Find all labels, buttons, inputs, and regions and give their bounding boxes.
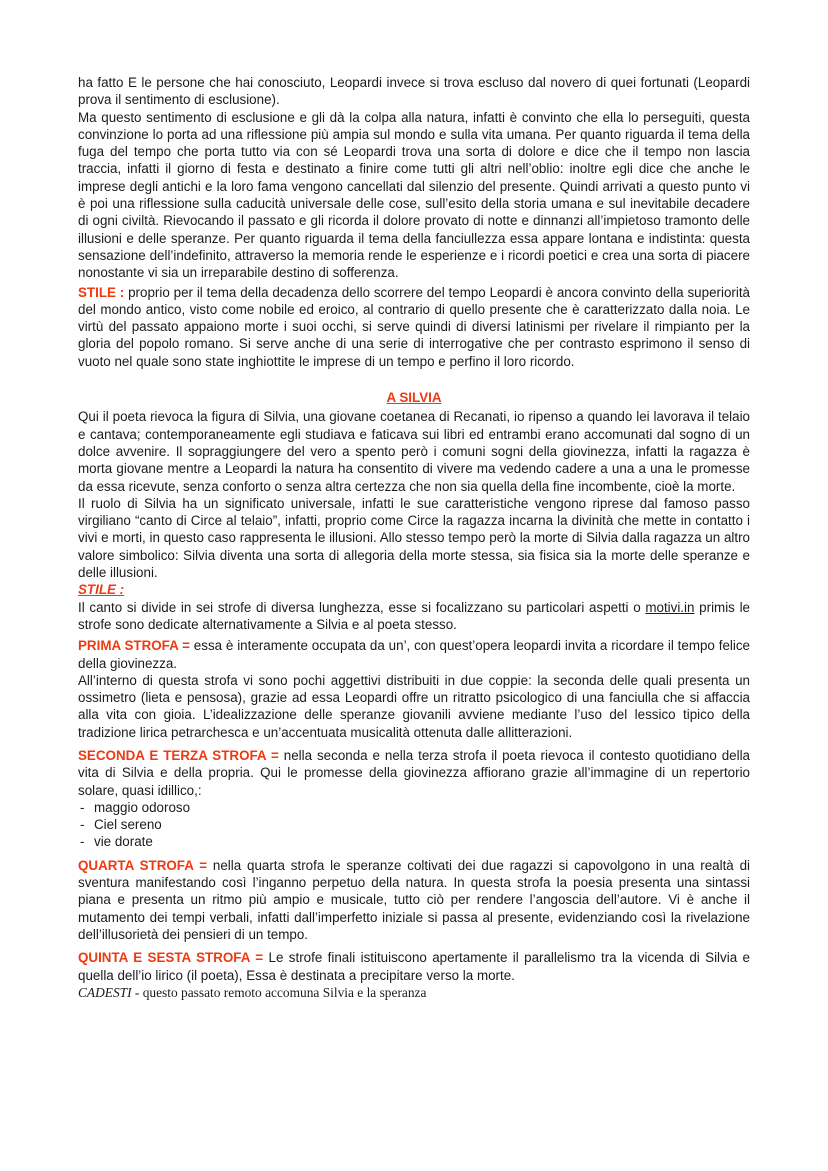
text-run: CADESTI - — [78, 984, 143, 1000]
dash-bullet: - — [80, 817, 85, 833]
heading-run: STILE : — [78, 284, 129, 300]
list-item — [78, 816, 750, 833]
heading-run: STILE : — [78, 582, 125, 598]
dash-bullet: - — [80, 799, 85, 815]
paragraph-esclusione — [78, 74, 754, 109]
heading-run: QUINTA E SESTA STROFA = — [78, 950, 269, 966]
heading-stile-2 — [78, 581, 750, 598]
heading-run: QUARTA STROFA = — [78, 857, 213, 873]
text-run: ha fatto E le persone che hai conosciuto, Leopardi invece si trova escluso dal novero di quei fortunati (Leopardi prova il sentimento di esclusione). — [78, 75, 754, 108]
list-item-text: maggio odoroso — [94, 799, 191, 815]
list-item-text: vie dorate — [94, 834, 153, 850]
paragraph-cadesti — [78, 984, 750, 1001]
elenco-immagini-solari — [78, 799, 750, 851]
text-run: motivi.in — [645, 599, 695, 615]
paragraph-stile-1 — [78, 284, 754, 370]
paragraph-temi — [78, 109, 754, 282]
text-run: essa è interamente occupata da un’, con quest’opera leopardi invita a ricordare il tempo felice della giovinezza. — [78, 638, 754, 671]
paragraph-silvia-ruolo — [78, 495, 754, 581]
text-run: Il ruolo di Silvia ha un significato universale, infatti le sue caratteristiche vengono riprese dal famoso passo virgiliano “canto di Circe al telaio”, infatti, proprio come Circe la ragazza incarna la divinità che mette in contatto i vivi e morti, in questo caso rappresenta le illusioni. Allo stesso tempo però la morte di Silvia dalla ragazza un altro valore simbolico: Silvia diventa una sorta di allegoria della morte stessa, sia fisica sia la morte delle speranze e delle illusioni. — [78, 495, 754, 581]
paragraph-silvia-intro — [78, 408, 754, 494]
text-run: Ma questo sentimento di esclusione e gli dà la colpa alla natura, infatti è convinto che ella lo perseguiti, questa convinzione lo porta ad una riflessione più ampia sul mondo e sulla vita umana. Per quanto riguarda il tema della fuga del tempo che porta tutto via con sé Leopardi trova una sorta di dolore e dice che il tempo non lascia traccia, infatti il giorno di festa e destinato a finire come tutti gli altri nell’oblio: inoltre egli dice che anche le imprese degli antichi e la loro fama vengono cancellati dal silenzio del presente. Quindi arrivati a questo punto vi è poi una riflessione sulla caducità universale delle cose, sull’esito della storia umana e sul inevitabile decadere di ogni civiltà. Rievocando il passato e gli ricorda il dolore provato di notte e dinnanzi all’impietoso tramonto delle illusioni e delle speranze. Per quanto riguarda il tema della fanciullezza essa appare lontana e indistinta: questa sensazione dell’indefinito, attraverso la memoria rende le esperienze e i ricordi poetici e crea una sorta di piacere nonostante vi sia un irreparabile destino di sofferenza. — [78, 109, 754, 281]
paragraph-strofe-intro — [78, 599, 754, 634]
section-title-a-silvia — [78, 389, 750, 406]
text-run: nella seconda e nella terza strofa il poeta rievoca il contesto quotidiano della vita di Silvia e della propria. Qui le promesse della giovinezza affiorano grazie all’immagine di un repertorio solare, quasi idillico,: — [78, 747, 754, 798]
paragraph-prima-strofa — [78, 637, 754, 672]
paragraph-prima-strofa-dettagli — [78, 672, 754, 741]
text-run: Qui il poeta rievoca la figura di Silvia, una giovane coetanea di Recanati, io ripenso a quando lei lavorava il telaio e cantava; contemporaneamente egli studiava e faticava sui libri ed entrambi erano accomunati dal sogno di un dolce avvenire. Il sopraggiungere del vero a spento però i comuni sogni della giovinezza, infatti la ragazza è morta giovane mentre a Leopardi la natura ha consentito di vivere ma vedendo cadere a una a una le promesse da essa ricevute, senza conforto o senza altra certezza che non sia quella della fine incombente, cioè la morte. — [78, 409, 754, 494]
paragraph-quarta-strofa — [78, 857, 754, 943]
text-run: primis le strofe sono dedicate alternativamente a Silvia e al poeta stesso. — [78, 599, 754, 632]
text-run: proprio per il tema della decadenza dello scorrere del tempo Leopardi è ancora convinto della superiorità del mondo antico, visto come nobile ed eroico, al contrario di quello presente che è caratterizzato dalla noia. Le virtù del passato appaiono morte i suoi occhi, si serve quindi di diversi latinismi per rivelare il rimpianto per la gloria del popolo romano. Si serve anche di una serie di interrogative che per contrasto esprimono il senso di vuoto nel quale sono state inghiottite le imprese di un tempo e perfino il loro ricordo. — [78, 284, 754, 369]
text-run: nella quarta strofa le speranze coltivati dei due ragazzi si capovolgono in una realtà di sventura manifestando così l’inganno perpetuo della natura. In questa strofa la poesia presenta una sintassi piana e presenta un ritmo più ampio e musicale, tutto ciò per rendere l’angoscia dell’autore. Vi è anche il mutamento dei tempi verbali, infatti dall’imperfetto iniziale si passa al presente, evidenziando così la rivelazione dell’illusorietà dei pensieri di un tempo. — [78, 857, 754, 942]
text-run: questo passato remoto accomuna Silvia e la speranza — [142, 984, 427, 1000]
paragraph-seconda-terza-strofa — [78, 747, 754, 799]
text-run: Le strofe finali istituiscono apertamente il parallelismo tra la vicenda di Silvia e quella dell’io lirico (il poeta), Essa è destinata a precipitare verso la morte. — [78, 950, 754, 983]
heading-run: A SILVIA — [386, 390, 442, 406]
paragraph-quinta-sesta-strofa — [78, 949, 754, 984]
list-item — [78, 799, 750, 816]
list-item-text: Ciel sereno — [94, 817, 162, 833]
text-run: Il canto si divide in sei strofe di diversa lunghezza, esse si focalizzano su particolari aspetti o — [78, 599, 646, 615]
heading-run: SECONDA E TERZA STROFA = — [78, 747, 284, 763]
text-run: All’interno di questa strofa vi sono pochi aggettivi distribuiti in due coppie: la seconda delle quali presenta un ossimetro (lieta e pensosa), grazie ad essa Leopardi offre un ritratto psicologico di una fanciulla che si affaccia alla vita con gioia. L’idealizzazione delle speranze giovanili avviene mediante l’uso del lessico tipico della tradizione lirica petrarchesca e un’accentuata musicalità ottenuta dalle allitterazioni. — [78, 672, 754, 740]
list-item — [78, 833, 750, 850]
dash-bullet: - — [80, 834, 85, 850]
heading-run: PRIMA STROFA = — [78, 638, 194, 654]
